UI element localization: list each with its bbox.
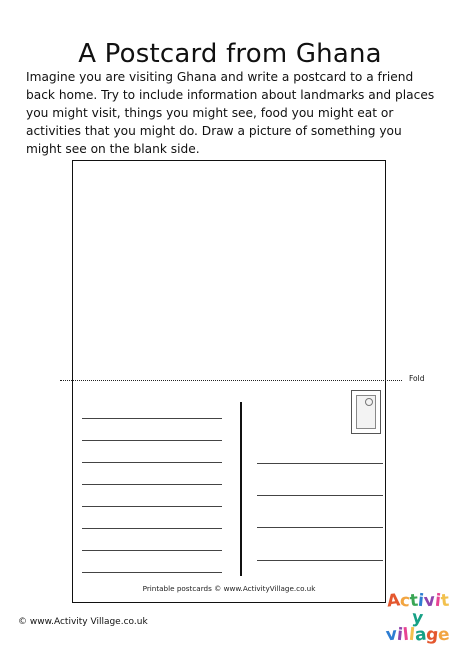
fold-label: Fold	[409, 374, 425, 383]
fold-line	[60, 380, 402, 381]
address-line	[257, 527, 383, 528]
logo-letter: t	[409, 590, 420, 612]
address-line	[257, 495, 383, 496]
message-line	[82, 506, 222, 507]
address-line	[257, 560, 383, 561]
address-line	[257, 463, 383, 464]
logo-letter: i	[396, 624, 405, 646]
logo-letter: l	[401, 624, 410, 646]
message-line	[82, 418, 222, 419]
page-title: A Postcard from Ghana	[78, 39, 382, 70]
logo-letter: g	[425, 624, 440, 646]
stamp-box	[351, 390, 381, 434]
logo-letter: c	[399, 590, 412, 612]
activity-village-logo	[385, 590, 451, 646]
logo-word-activity	[385, 590, 451, 629]
logo-letter: i	[434, 590, 443, 612]
logo-letter: t	[439, 590, 451, 612]
message-line	[82, 462, 222, 463]
logo-letter: a	[413, 624, 428, 646]
postcard-template	[72, 160, 386, 603]
logo-letter: A	[385, 590, 401, 612]
logo-letter: e	[437, 624, 451, 646]
message-line	[82, 528, 222, 529]
address-divider	[240, 402, 242, 576]
stamp-icon	[356, 395, 376, 429]
logo-letter: v	[423, 590, 437, 612]
logo-letter: i	[417, 590, 426, 612]
card-footer-credit: Printable postcards © www.ActivityVillage.co.uk	[142, 584, 316, 593]
message-line	[82, 484, 222, 485]
message-line	[82, 550, 222, 551]
logo-letter: l	[407, 624, 416, 646]
message-line	[82, 440, 222, 441]
logo-letter: v	[385, 624, 399, 646]
logo-word-village	[385, 624, 451, 646]
logo-letter: y	[411, 607, 425, 629]
instructions-text: Imagine you are visiting Ghana and write a postcard to a friend back home. Try to include information about landmarks and places you might visit, things you might see, food you might eat or activities that you might do. Draw a picture of something you might see on the blank side.	[26, 70, 435, 156]
message-line	[82, 572, 222, 573]
footer-url: © www.Activity Village.co.uk	[18, 617, 148, 627]
